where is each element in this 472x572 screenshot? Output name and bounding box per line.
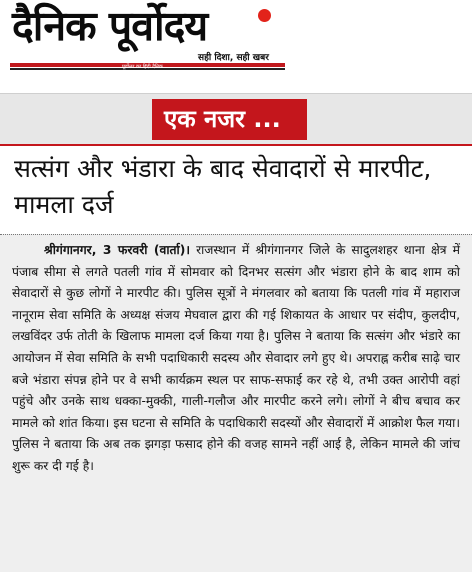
newspaper-title: दैनिक पूर्वोदय <box>12 2 208 50</box>
article-body <box>12 240 460 478</box>
article-headline: सत्संग और भंडारा के बाद सेवादारों से मारपीट, मामला दर्ज <box>14 154 432 219</box>
masthead <box>0 0 472 88</box>
section-banner-rule <box>0 144 472 146</box>
section-label: एक नजर ... <box>164 105 281 133</box>
article-body-text: राजस्थान में श्रीगंगानगर जिले के सादुलशहर थाना क्षेत्र में पंजाब सीमा से लगते पतली गांव में सोमवार को दिनभर सत्संग और भंडारा होने के बाद शाम को सेवादारों से कुछ लोगों ने मारपीट की। पुलिस सूत्रों ने मंगलवार को बताया कि पतली गांव में महाराज नानूराम सेवा समिति के अध्यक्ष संजय मेघवाल द्वारा की गई शिकायत के आधार पर संदीप, कुलदीप, लखविंदर उर्फ तोती के खिलाफ मामला दर्ज किया गया है। पुलिस ने बताया कि सत्संग और भंडारे का आयोजन में सेवा समिति के सभी पदाधिकारी सदस्य और सेवादार लगे हुए थे। अपराह्न करीब साढ़े चार बजे भंडारा संपन्न होने पर वे सभी कार्यक्रम स्थल पर साफ-सफाई कर रहे थे, तभी उक्त आरोपी वहां पहुंचे और उनके साथ धक्का-मुक्की, गाली-गलौज और मारपीट करने लगे। लोगों ने बीच बचाव कर मामले को शांत किया। इस घटना से समिति के पदाधिकारी सदस्यों और सेवादारों में आक्रोश फैल गया। पुलिस ने बताया कि अब तक झगड़ा फसाद होने की वजह सामने नहीं आई है, लेकिन मामले की जांच शुरू कर दी गई है। <box>12 243 460 473</box>
newspaper-tagline: सही दिशा, सही खबर <box>198 53 269 63</box>
masthead-subline: पूर्वोत्तर का हिंदी दैनिक <box>122 64 163 70</box>
article-dateline: श्रीगंगानगर, 3 फरवरी (वार्ता)। <box>44 243 190 257</box>
logo-dot-icon <box>258 9 271 22</box>
